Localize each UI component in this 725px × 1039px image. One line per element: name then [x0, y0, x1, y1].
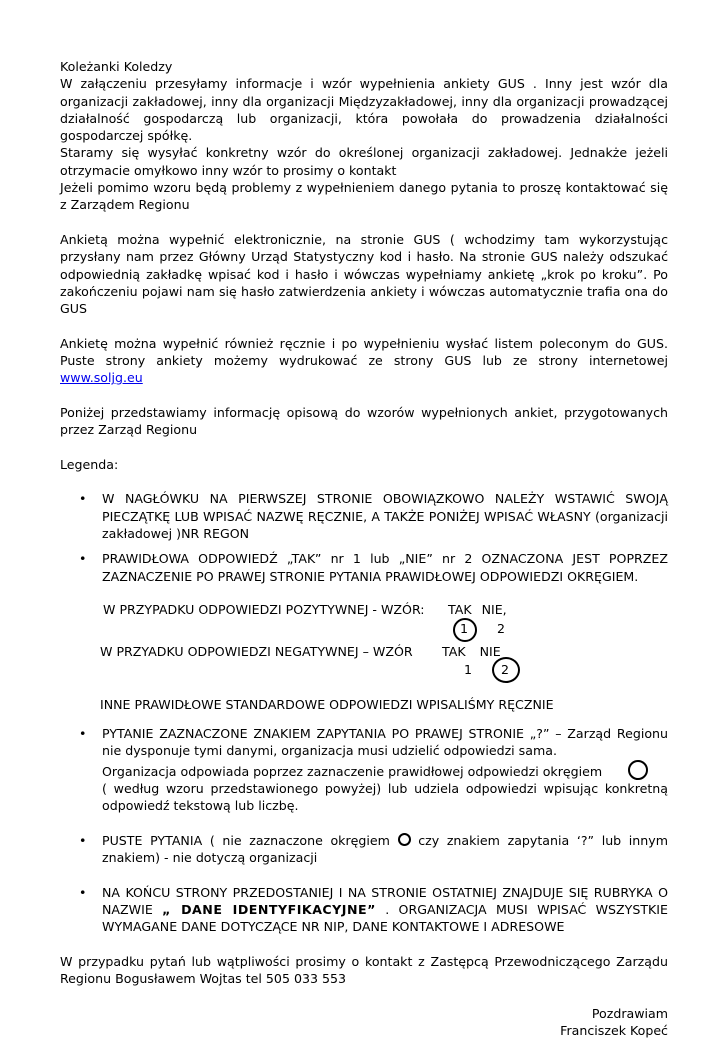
circle-icon [628, 760, 648, 780]
legend-item-text: ( według wzoru przedstawionego powyżej) lub udziela odpowiedzi wpisując konkretną odpowiedź tekstową lub liczbę. [102, 780, 668, 814]
intro-paragraph-3: Jeżeli pomimo wzoru będą problemy z wypełnieniem danego pytania to proszę kontaktować się z Zarządem Regionu [60, 180, 668, 213]
manual-paragraph [60, 335, 668, 387]
bullet-icon: • [79, 491, 87, 507]
positive-yes-number: 1 [460, 620, 469, 636]
manual-text: Ankietę można wypełnić również ręcznie i po wypełnieniu wysłać listem poleconym do GUS. Puste strony ankiety możemy wydrukować ze strony GUS lub ze strony internetowej [60, 335, 668, 369]
legend-item-text: Organizacja odpowiada poprzez zaznaczenie prawidłowej odpowiedzi okręgiem [102, 763, 603, 779]
negative-head: TAK NIE [442, 643, 501, 659]
legend-list [60, 490, 668, 935]
legend-item-text: czy znakiem zapytania ‘?” lub innym znakiem) - nie dotyczą organizacji [102, 832, 668, 865]
circle-icon [398, 833, 411, 846]
legend-item-identification [60, 884, 668, 936]
electronic-paragraph: Ankietą można wypełnić elektronicznie, na stronie GUS ( wchodzimy tam wykorzystując przysłany nam przez Główny Urząd Statystyczny kod i hasło. Na stronie GUS należy odszukać odpowiednią zakładkę wpisać kod i hasło i wówczas wypełniamy ankietę „krok po kroku”. Po zakończeniu pojawi nam się hasło zatwierdzenia ankiety i wówczas automatycznie trafia ona do GUS [60, 231, 668, 317]
negative-label: W PRZYADKU ODPOWIEDZI NEGATYWNEJ – WZÓR [100, 643, 413, 659]
contact-paragraph: W przypadku pytań lub wątpliwości prosimy o kontakt z Zastępcą Przewodniczącego Zarządu Regionu Bogusławem Wojtas tel 505 033 553 [60, 953, 668, 987]
bullet-icon: • [79, 725, 87, 741]
standard-answers-text: INNE PRAWIDŁOWE STANDARDOWE ODPOWIEDZI WPISALIŚMY RĘCZNIE [100, 696, 554, 712]
legend-item-text: PRAWIDŁOWA ODPOWIEDŹ „TAK” nr 1 lub „NIE” nr 2 OZNACZONA JEST POPRZEZ ZAZNACZENIE PO PRAWEJ STRONIE PYTANIA PRAWIDŁOWEJ ODPOWIEDZI OKRĘGIEM. [102, 551, 668, 584]
positive-example [60, 593, 668, 636]
negative-no-number: 2 [501, 661, 510, 677]
letter [60, 58, 668, 1039]
description-paragraph: Poniżej przedstawiamy informację opisową do wzorów wypełnionych ankiet, przygotowanych przez Zarząd Regionu [60, 404, 668, 438]
bullet-icon: • [79, 832, 87, 848]
greeting: Koleżanki Koledzy [60, 59, 173, 74]
legend-item-text: PYTANIE ZAZNACZONE ZNAKIEM ZAPYTANIA PO PRAWEJ STRONIE „?” – Zarząd Regionu nie dysponuje tymi danymi, organizacja musi udzielić odpowiedzi sama. [102, 725, 668, 759]
legend-item-text: NA KOŃCU STRONY PRZEDOSTANIEJ I NA STRONIE OSTATNIEJ ZNAJDUJE SIĘ RUBRYKA O NAZWIE [102, 884, 668, 917]
negative-example [60, 627, 668, 679]
standard-answers [60, 679, 668, 725]
closing: Pozdrawiam [591, 1005, 668, 1021]
website-link[interactable]: www.soljg.eu [60, 370, 143, 386]
legend-item-empty-questions [60, 832, 668, 867]
bullet-icon: • [79, 884, 87, 900]
legend-item-text: . ORGANIZACJA MUSI WPISAĆ WSZYSTKIE WYMAGANE DANE DOTYCZĄCE NR NIP, DANE KONTAKTOWE I ADRESOWE [102, 901, 668, 935]
bullet-icon: • [79, 551, 87, 567]
legend-item-answers [60, 550, 668, 585]
legend-item-text: PUSTE PYTANIA ( nie zaznaczone okręgiem [102, 832, 390, 848]
intro-paragraph-1: W załączeniu przesyłamy informacje i wzór wypełnienia ankiety GUS . Inny jest wzór dla organizacji zakładowej, inny dla organizacji Międzyzakładowej, inny dla organizacji prowadzącej działalność gospodarczą lub organizacji, która powołała do prowadzenia działalności gospodarczej spółkę. [60, 76, 668, 144]
positive-label: W PRZYPADKU ODPOWIEDZI POZYTYWNEJ - WZÓR: [103, 601, 425, 617]
legend-item-text: W NAGŁÓWKU NA PIERWSZEJ STRONIE OBOWIĄZKOWO NALEŻY WSTAWIĆ SWOJĄ PIECZĄTKĘ LUB WPISAĆ NAZWĘ RĘCZNIE, A TAKŻE PONIŻEJ WPISAĆ WŁASNY (organizacji zakładowej )NR REGON [102, 491, 668, 542]
negative-yes-number: 1 [464, 661, 473, 677]
legend-title: Legenda: [60, 456, 119, 472]
positive-head: TAK NIE, [448, 601, 507, 617]
legend-item-question-mark [60, 725, 668, 814]
intro-paragraph-2: Staramy się wysyłać konkretny wzór do określonej organizacji zakładowej. Jednakże jeżeli otrzymacie omyłkowo inny wzór to prosimy o kontakt [60, 145, 668, 178]
identification-section-name: „ DANE IDENTYFIKACYJNE” [162, 901, 376, 917]
legend-item-header [60, 490, 668, 542]
positive-no-number: 2 [497, 620, 506, 636]
signature: Franciszek Kopeć [560, 1022, 668, 1038]
